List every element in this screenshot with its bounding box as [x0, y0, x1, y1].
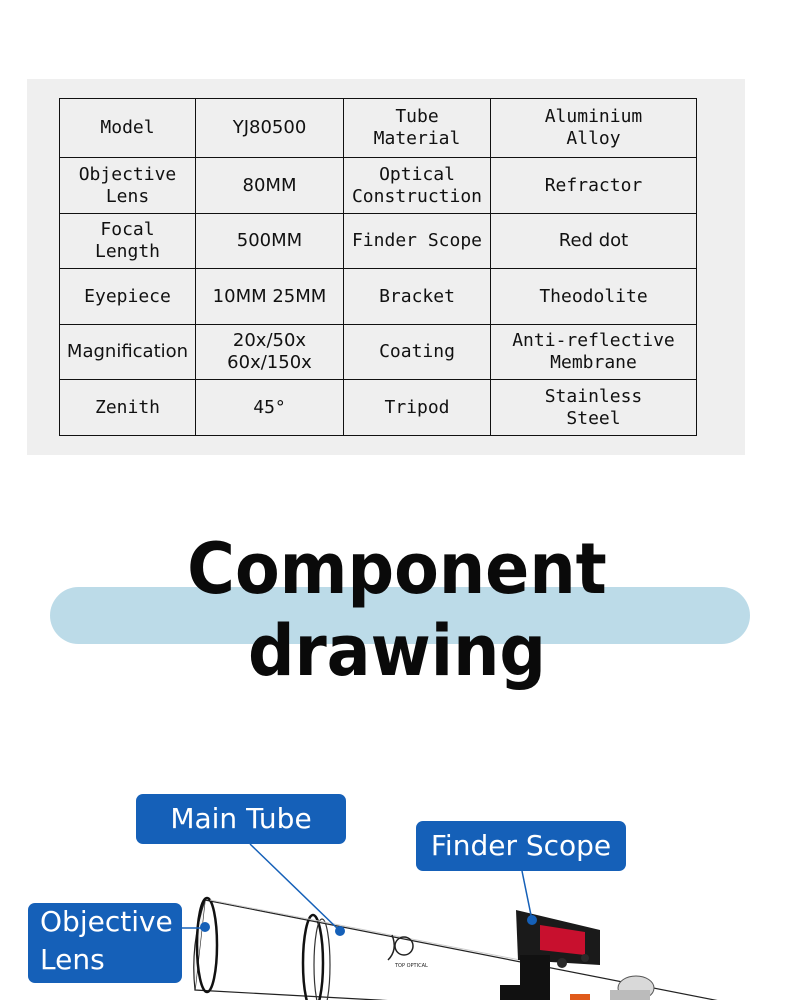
table-row	[60, 158, 697, 214]
spec-label: Coating	[344, 325, 491, 380]
spec-label: Tube Material	[344, 99, 491, 158]
spec-value: Red dot	[491, 214, 697, 269]
main-tube-marker	[335, 926, 345, 936]
spec-label: Focal Length	[60, 214, 196, 269]
spec-label: Tripod	[344, 380, 491, 436]
table-row	[60, 214, 697, 269]
table-row	[60, 99, 697, 158]
component-drawing	[0, 760, 794, 1000]
section-title: Component drawing	[187, 528, 607, 692]
spec-value: Stainless Steel	[491, 380, 697, 436]
spec-label: Optical Construction	[344, 158, 491, 214]
finder-scope-callout: Finder Scope	[416, 821, 626, 871]
spec-value: 500MM	[196, 214, 344, 269]
table-row	[60, 269, 697, 325]
spec-value: Anti-reflective Membrane	[491, 325, 697, 380]
table-row	[60, 380, 697, 436]
main-tube-callout: Main Tube	[136, 794, 346, 844]
spec-label: Finder Scope	[344, 214, 491, 269]
spec-label: Zenith	[60, 380, 196, 436]
section-heading	[0, 520, 794, 692]
logo-text: TOP OPTICAL	[395, 963, 428, 969]
spec-value: 80MM	[196, 158, 344, 214]
table-row	[60, 325, 697, 380]
spec-label: Eyepiece	[60, 269, 196, 325]
spec-label: Magnification	[60, 325, 196, 380]
objective-lens-marker	[200, 922, 210, 932]
spec-value: 20x/50x 60x/150x	[196, 325, 344, 380]
spec-value: Theodolite	[491, 269, 697, 325]
objective-lens-callout: Objective Lens	[28, 903, 182, 983]
spec-label: Objective Lens	[60, 158, 196, 214]
spec-value: Refractor	[491, 158, 697, 214]
finder-scope-marker	[527, 915, 537, 925]
spec-value: 45°	[196, 380, 344, 436]
spec-value: 10MM 25MM	[196, 269, 344, 325]
spec-table	[59, 98, 697, 436]
spec-value: YJ80500	[196, 99, 344, 158]
spec-label: Bracket	[344, 269, 491, 325]
spec-label: Model	[60, 99, 196, 158]
main-tube-shape	[194, 898, 740, 1000]
spec-value: Aluminium Alloy	[491, 99, 697, 158]
